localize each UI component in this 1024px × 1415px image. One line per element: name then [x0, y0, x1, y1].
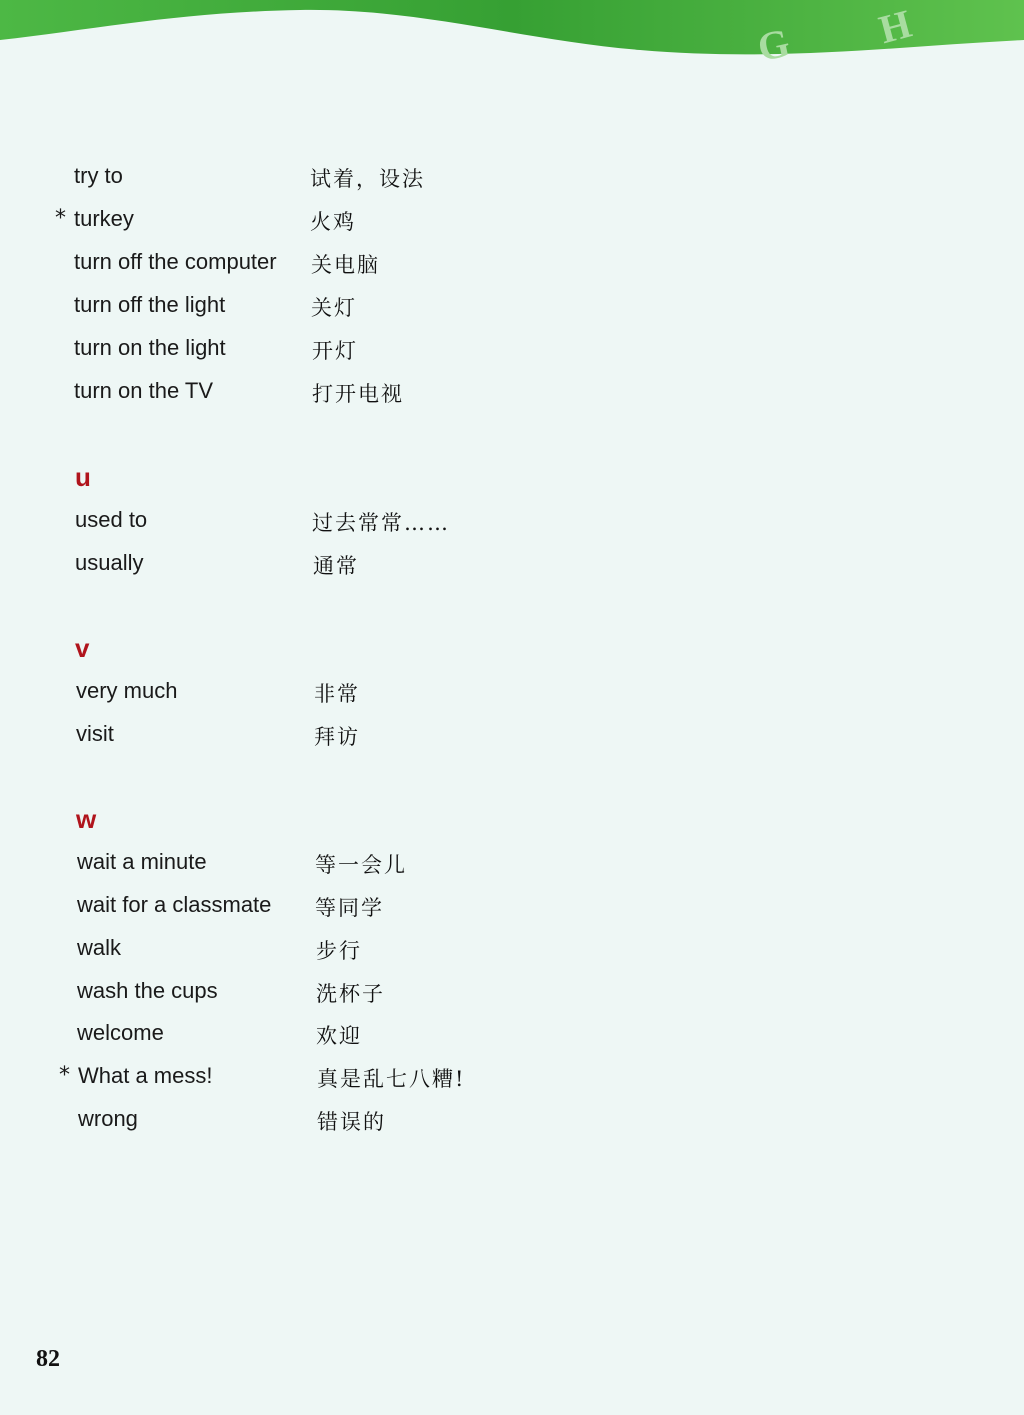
glossary-entry — [0, 849, 1024, 881]
entry-chinese: 步行 — [316, 939, 362, 963]
entry-english: wash the cups — [77, 978, 218, 1003]
entry-english: turn off the light — [74, 292, 226, 317]
glossary-entry — [0, 678, 1024, 710]
entry-english: usually — [75, 550, 144, 575]
glossary-entry — [0, 1063, 1024, 1095]
entry-english: visit — [76, 721, 114, 746]
glossary-entry — [0, 335, 1024, 367]
entry-chinese: 欢迎 — [316, 1024, 362, 1048]
glossary-entry — [0, 1020, 1024, 1052]
entry-chinese: 拜访 — [314, 725, 360, 749]
entry-chinese: 洗杯子 — [316, 982, 385, 1006]
entry-chinese: 火鸡 — [310, 210, 356, 234]
section-letter-v: v — [75, 633, 90, 663]
entry-chinese: 开灯 — [312, 339, 358, 363]
entry-english: walk — [77, 935, 122, 960]
entry-chinese: 错误的 — [317, 1110, 386, 1134]
entry-english: used to — [75, 507, 148, 532]
entry-english: turkey — [74, 206, 134, 231]
entry-chinese: 真是乱七八糟! — [317, 1067, 466, 1091]
glossary-entry — [0, 721, 1024, 753]
glossary-entry — [0, 378, 1024, 410]
entry-chinese: 关电脑 — [311, 253, 380, 277]
entry-chinese: 等一会儿 — [315, 853, 407, 877]
banner-letter-g: G — [753, 19, 794, 71]
entry-english: turn on the TV — [74, 378, 214, 403]
glossary-entry — [0, 507, 1024, 539]
glossary-entry — [0, 292, 1024, 324]
section-letter-u: u — [75, 462, 91, 492]
entry-english: wrong — [78, 1106, 138, 1131]
entry-english: wait a minute — [77, 849, 207, 874]
glossary-entry — [0, 163, 1024, 195]
entry-chinese: 打开电视 — [312, 382, 404, 406]
glossary-entry — [0, 1106, 1024, 1138]
banner-letter-h: H — [874, 0, 917, 53]
glossary-entry — [0, 892, 1024, 924]
section-letter-w: w — [76, 804, 97, 834]
entry-chinese: 过去常常…… — [312, 511, 450, 535]
star-marker: * — [59, 1063, 70, 1088]
entry-chinese: 等同学 — [315, 896, 384, 920]
page-number: 82 — [36, 1346, 60, 1372]
entry-english: turn on the light — [74, 335, 226, 360]
star-marker: * — [55, 206, 66, 231]
glossary-entry — [0, 206, 1024, 238]
glossary-entry — [0, 935, 1024, 967]
entry-english: turn off the computer — [74, 249, 277, 274]
entry-english: welcome — [77, 1020, 164, 1045]
entry-english: What a mess! — [78, 1063, 213, 1088]
entry-english: wait for a classmate — [77, 892, 272, 917]
entry-chinese: 试着，设法 — [310, 167, 425, 191]
entry-chinese: 非常 — [314, 682, 360, 706]
glossary-entry — [0, 978, 1024, 1010]
glossary-entry — [0, 550, 1024, 582]
entry-english: try to — [74, 163, 123, 188]
entry-chinese: 关灯 — [311, 296, 357, 320]
entry-chinese: 通常 — [313, 554, 359, 578]
entry-english: very much — [76, 678, 178, 703]
glossary-entry — [0, 249, 1024, 281]
